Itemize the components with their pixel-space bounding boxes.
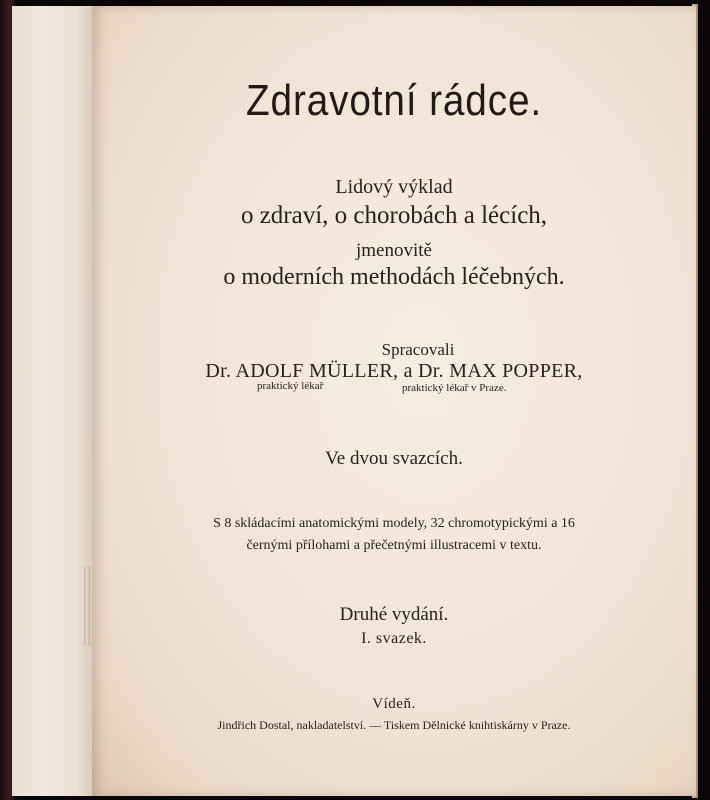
edition-label: Druhé vydání.: [339, 604, 449, 625]
leaf-fold-mark: [84, 566, 90, 646]
authors-line: Dr. ADOLF MÜLLER, a Dr. MAX POPPER,: [205, 360, 583, 382]
volume-label: I. svazek.: [361, 630, 427, 647]
publication-city: Vídeň.: [372, 696, 416, 712]
subtitle-line-2: o zdraví, o chorobách a lécích,: [240, 202, 548, 229]
processed-by-label: Spracovali: [381, 340, 455, 359]
subtitle-line-3: jmenovitě: [356, 240, 432, 261]
description-line-1: S 8 skládacími anatomickými modely, 32 chromotypickými a 16: [213, 516, 575, 531]
left-blank-leaf: [12, 6, 95, 796]
subtitle-line-1: Lidový výklad: [335, 176, 453, 198]
description-line-2: černými přílohami a přečetnými illustracemi v textu.: [246, 538, 542, 553]
volumes-note: Ve dvou svazcích.: [325, 448, 463, 469]
subtitle-line-4: o moderních methodách léčebných.: [223, 264, 565, 290]
publisher-line: Jindřich Dostal, nakladatelství. — Tiskem Dělnické knihtiskárny v Praze.: [217, 718, 571, 732]
book-title: Zdravotní rádce.: [245, 76, 543, 125]
author-2-role: praktický lékař v Praze.: [402, 382, 507, 394]
author-1-role: praktický lékař: [257, 380, 324, 392]
title-page: [92, 6, 696, 796]
